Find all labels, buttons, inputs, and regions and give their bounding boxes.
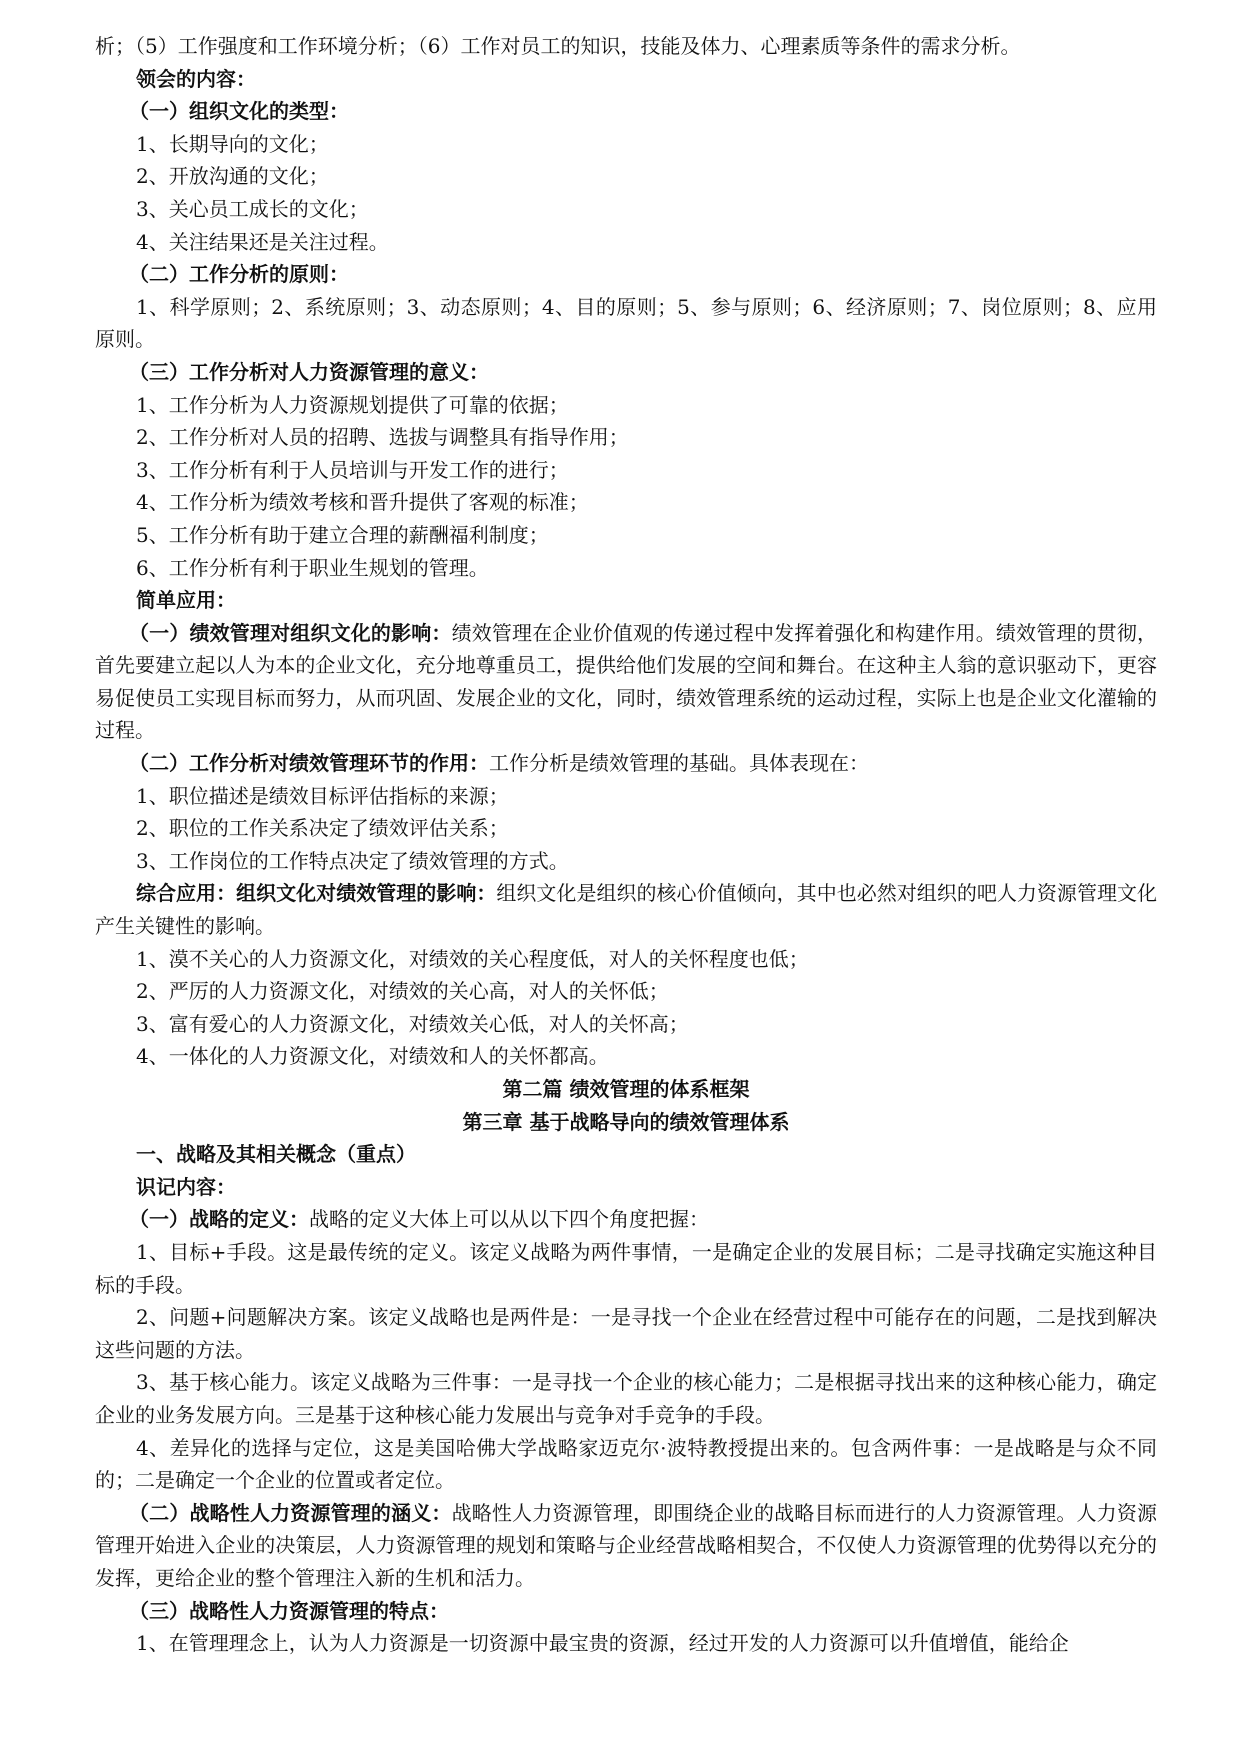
paragraph xyxy=(95,617,1157,747)
chapter-title: 第三章 基于战略导向的绩效管理体系 xyxy=(462,1109,790,1134)
paragraph-body: 绩效管理在企业价值观的传递过程中发挥着强化和构建作用。绩效管理的贯彻，首先要建立起以人为本的企业文化，充分地尊重员工，提供给他们发展的空间和舞台。在这种主人翁的意识驱动下，更容易促使员工实现目标而努力，从而巩固、发展企业的文化，同时，绩效管理系统的运动过程，实际上也是企业文化灌输的过程。 xyxy=(95,620,1158,743)
part-title: 第二篇 绩效管理的体系框架 xyxy=(502,1077,750,1101)
paragraph-heading: （一）战略的定义： xyxy=(129,1207,309,1232)
subsection-heading: （二）工作分析的原则： xyxy=(129,262,349,287)
section-heading: 简单应用： xyxy=(136,588,236,613)
paragraph-heading: （一）绩效管理对组织文化的影响： xyxy=(129,620,452,645)
paragraph-heading: （二）战略性人力资源管理的涵义： xyxy=(129,1500,452,1525)
list-item: 3、工作岗位的工作特点决定了绩效管理的方式。 xyxy=(136,848,569,873)
list-item: 1、工作分析为人力资源规划提供了可靠的依据； xyxy=(136,392,569,417)
paragraph xyxy=(95,877,1157,942)
list-item: 2、工作分析对人员的招聘、选拔与调整具有指导作用； xyxy=(136,425,629,450)
list-item: 1、长期导向的文化； xyxy=(136,131,329,156)
paragraph-heading: （二）工作分析对绩效管理环节的作用： xyxy=(129,751,489,776)
paragraph: 3、基于核心能力。该定义战略为三件事：一是寻找一个企业的核心能力；二是根据寻找出来的这种核心能力，确定企业的业务发展方向。三是基于这种核心能力发展出与竞争对手竞争的手段。 xyxy=(95,1370,1157,1427)
paragraph-heading: 综合应用：组织文化对绩效管理的影响： xyxy=(136,881,497,906)
list-item: 3、工作分析有利于人员培训与开发工作的进行； xyxy=(136,457,569,482)
section-heading: 识记内容： xyxy=(136,1174,236,1199)
subsection-heading: （三）工作分析对人力资源管理的意义： xyxy=(129,359,489,384)
paragraph: 4、差异化的选择与定位，这是美国哈佛大学战略家迈克尔·波特教授提出来的。包含两件事：一是战略是与众不同的；二是确定一个企业的位置或者定位。 xyxy=(95,1435,1157,1493)
list-item: 5、工作分析有助于建立合理的薪酬福利制度； xyxy=(136,522,549,547)
subsection-heading: （三）战略性人力资源管理的特点： xyxy=(129,1598,449,1623)
list-item: 6、工作分析有利于职业生规划的管理。 xyxy=(136,555,489,580)
list-item: 3、关心员工成长的文化； xyxy=(136,196,369,221)
paragraph: 1、目标+手段。这是最传统的定义。该定义战略为两件事情，一是确定企业的发展目标；二是寻找确定实施这种目标的手段。 xyxy=(95,1239,1157,1297)
paragraph: 1、科学原则；2、系统原则；3、动态原则；4、目的原则；5、参与原则；6、经济原则；7、岗位原则；8、应用原则。 xyxy=(95,294,1157,352)
paragraph-body: 工作分析是绩效管理的基础。具体表现在： xyxy=(489,751,869,776)
document-page xyxy=(95,30,1157,1660)
list-item: 4、一体化的人力资源文化，对绩效和人的关怀都高。 xyxy=(136,1044,609,1069)
paragraph-body: 战略性人力资源管理，即围绕企业的战略目标而进行的人力资源管理。人力资源管理开始进入企业的决策层，人力资源管理的规划和策略与企业经营战略相契合，不仅使人力资源管理的优势得以充分的发挥，更给企业的整个管理注入新的生机和活力。 xyxy=(95,1500,1158,1590)
paragraph: 析；（5）工作强度和工作环境分析；（6）工作对员工的知识，技能及体力、心理素质等条件的需求分析。 xyxy=(95,34,1021,58)
list-item: 4、关注结果还是关注过程。 xyxy=(136,229,389,254)
list-item: 1、职位描述是绩效目标评估指标的来源； xyxy=(136,783,509,808)
paragraph: 2、问题+问题解决方案。该定义战略也是两件是：一是寻找一个企业在经营过程中可能存在的问题，二是找到解决这些问题的方法。 xyxy=(95,1305,1157,1362)
list-item: 2、职位的工作关系决定了绩效评估关系； xyxy=(136,816,509,841)
list-item: 4、工作分析为绩效考核和晋升提供了客观的标准； xyxy=(136,490,589,515)
section-heading: 一、战略及其相关概念（重点） xyxy=(136,1142,416,1167)
paragraph-body: 组织文化是组织的核心价值倾向，其中也必然对组织的吧人力资源管理文化产生关键性的影响。 xyxy=(95,881,1158,939)
section-heading: 领会的内容： xyxy=(136,66,256,91)
list-item: 1、漠不关心的人力资源文化，对绩效的关心程度低，对人的关怀程度也低； xyxy=(136,946,809,971)
paragraph xyxy=(95,1203,1157,1236)
paragraph xyxy=(95,1497,1157,1595)
list-item: 3、富有爱心的人力资源文化，对绩效关心低，对人的关怀高； xyxy=(136,1011,689,1036)
subsection-heading: （一）组织文化的类型： xyxy=(129,99,349,124)
list-item: 2、严厉的人力资源文化，对绩效的关心高，对人的关怀低； xyxy=(136,979,669,1004)
list-item: 2、开放沟通的文化； xyxy=(136,164,329,189)
paragraph xyxy=(95,747,1157,780)
paragraph-body: 战略的定义大体上可以从以下四个角度把握： xyxy=(309,1207,709,1232)
paragraph: 1、在管理理念上，认为人力资源是一切资源中最宝贵的资源，经过开发的人力资源可以升值增值，能给企 xyxy=(136,1631,1069,1656)
